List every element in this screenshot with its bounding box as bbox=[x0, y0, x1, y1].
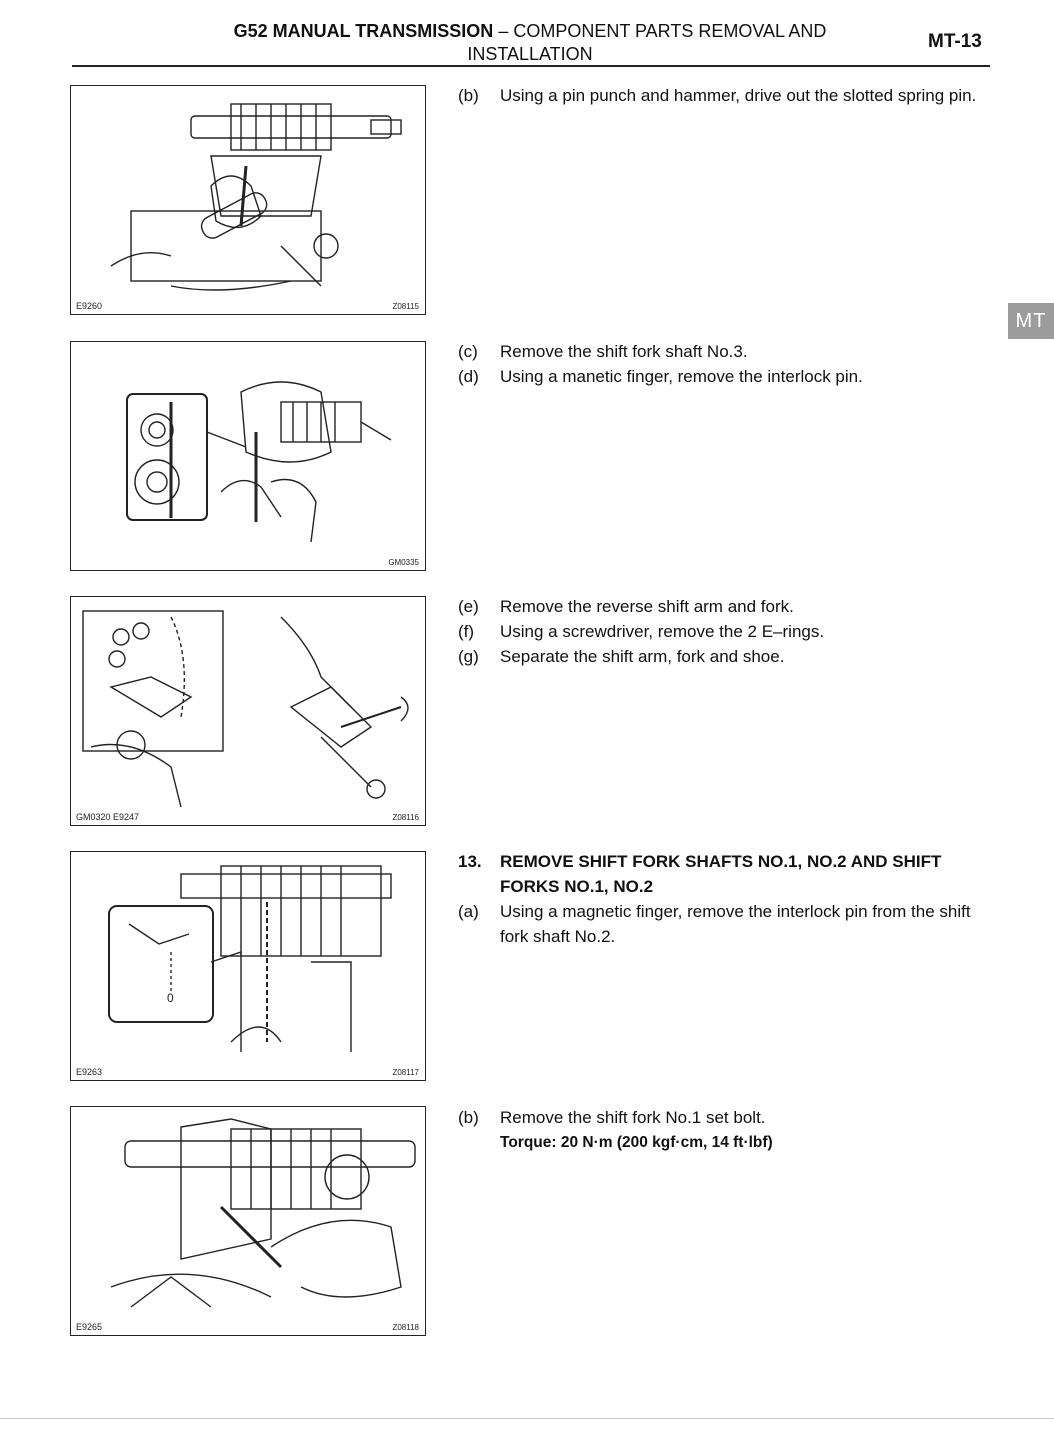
figure-2-code-right: GM0335 bbox=[388, 558, 419, 567]
step-b-set-bolt bbox=[458, 1105, 990, 1130]
figure-4-code-left: E9263 bbox=[76, 1067, 103, 1077]
step-text: Using a manetic finger, remove the interlock pin. bbox=[500, 367, 863, 386]
step-f-e-rings bbox=[458, 619, 990, 644]
figure-3 bbox=[70, 596, 426, 826]
figure-3-illustration bbox=[71, 597, 427, 827]
step-a-interlock-pin bbox=[458, 899, 990, 949]
header-title-line2: INSTALLATION bbox=[467, 44, 593, 64]
step-13-heading bbox=[458, 849, 990, 899]
figure-1-code-left: E9260 bbox=[76, 301, 103, 311]
steps-block-2 bbox=[458, 339, 990, 389]
step-text: Remove the shift fork shaft No.3. bbox=[500, 342, 748, 361]
steps-block-1 bbox=[458, 83, 990, 108]
step-label: 13. bbox=[458, 852, 482, 871]
steps-block-3 bbox=[458, 594, 990, 669]
step-c-remove-shaft-3 bbox=[458, 339, 990, 364]
torque-spec: Torque: 20 N·m (200 kgf·cm, 14 ft·lbf) bbox=[500, 1134, 773, 1151]
figure-5 bbox=[70, 1106, 426, 1336]
steps-block-4 bbox=[458, 849, 990, 949]
step-label: (g) bbox=[458, 647, 479, 666]
step-label: (c) bbox=[458, 342, 478, 361]
header-title-rest: COMPONENT PARTS REMOVAL AND bbox=[513, 21, 827, 41]
step-text: Remove the shift fork No.1 set bolt. bbox=[500, 1108, 766, 1127]
figure-5-code-left: E9265 bbox=[76, 1322, 103, 1332]
figure-3-code-left: GM0320 E9247 bbox=[76, 812, 140, 822]
step-b-spring-pin bbox=[458, 83, 990, 108]
figure-5-illustration bbox=[71, 1107, 427, 1337]
page-bottom-edge bbox=[0, 1418, 1054, 1419]
step-text: Using a pin punch and hammer, drive out the slotted spring pin. bbox=[500, 86, 977, 105]
figure-1-illustration bbox=[71, 86, 427, 316]
steps-block-5 bbox=[458, 1105, 990, 1155]
section-tab: MT bbox=[1008, 303, 1054, 339]
step-g-separate bbox=[458, 644, 990, 669]
figure-4-code-right: Z08117 bbox=[392, 1068, 419, 1077]
step-text: Remove the reverse shift arm and fork. bbox=[500, 597, 794, 616]
figure-2-illustration bbox=[71, 342, 427, 572]
step-text: Using a magnetic finger, remove the interlock pin from the shift fork shaft No.2. bbox=[500, 902, 971, 946]
figure-3-code-right: Z08116 bbox=[392, 813, 419, 822]
step-label: (f) bbox=[458, 622, 475, 641]
header-title-bold: G52 MANUAL TRANSMISSION bbox=[233, 21, 494, 41]
page-header-title bbox=[150, 20, 910, 66]
step-label: (b) bbox=[458, 1108, 479, 1127]
step-label: (e) bbox=[458, 597, 479, 616]
step-text: REMOVE SHIFT FORK SHAFTS NO.1, NO.2 AND SHIFT FORKS NO.1, NO.2 bbox=[500, 852, 942, 896]
figure-1-code-right: Z08115 bbox=[392, 302, 419, 311]
figure-4-illustration bbox=[71, 852, 427, 1082]
step-label: (d) bbox=[458, 367, 479, 386]
figure-1 bbox=[70, 85, 426, 315]
step-e-reverse-arm bbox=[458, 594, 990, 619]
step-label: (b) bbox=[458, 86, 479, 105]
page-number: MT-13 bbox=[928, 31, 982, 52]
step-text: Separate the shift arm, fork and shoe. bbox=[500, 647, 785, 666]
figure-4 bbox=[70, 851, 426, 1081]
figure-5-code-right: Z08118 bbox=[392, 1323, 419, 1332]
header-rule bbox=[72, 65, 990, 67]
svg-text:0: 0 bbox=[167, 991, 174, 1005]
header-title-dash: – bbox=[493, 21, 514, 41]
step-label: (a) bbox=[458, 902, 479, 921]
figure-2 bbox=[70, 341, 426, 571]
step-text: Using a screwdriver, remove the 2 E–rings. bbox=[500, 622, 825, 641]
step-d-interlock-pin bbox=[458, 364, 990, 389]
